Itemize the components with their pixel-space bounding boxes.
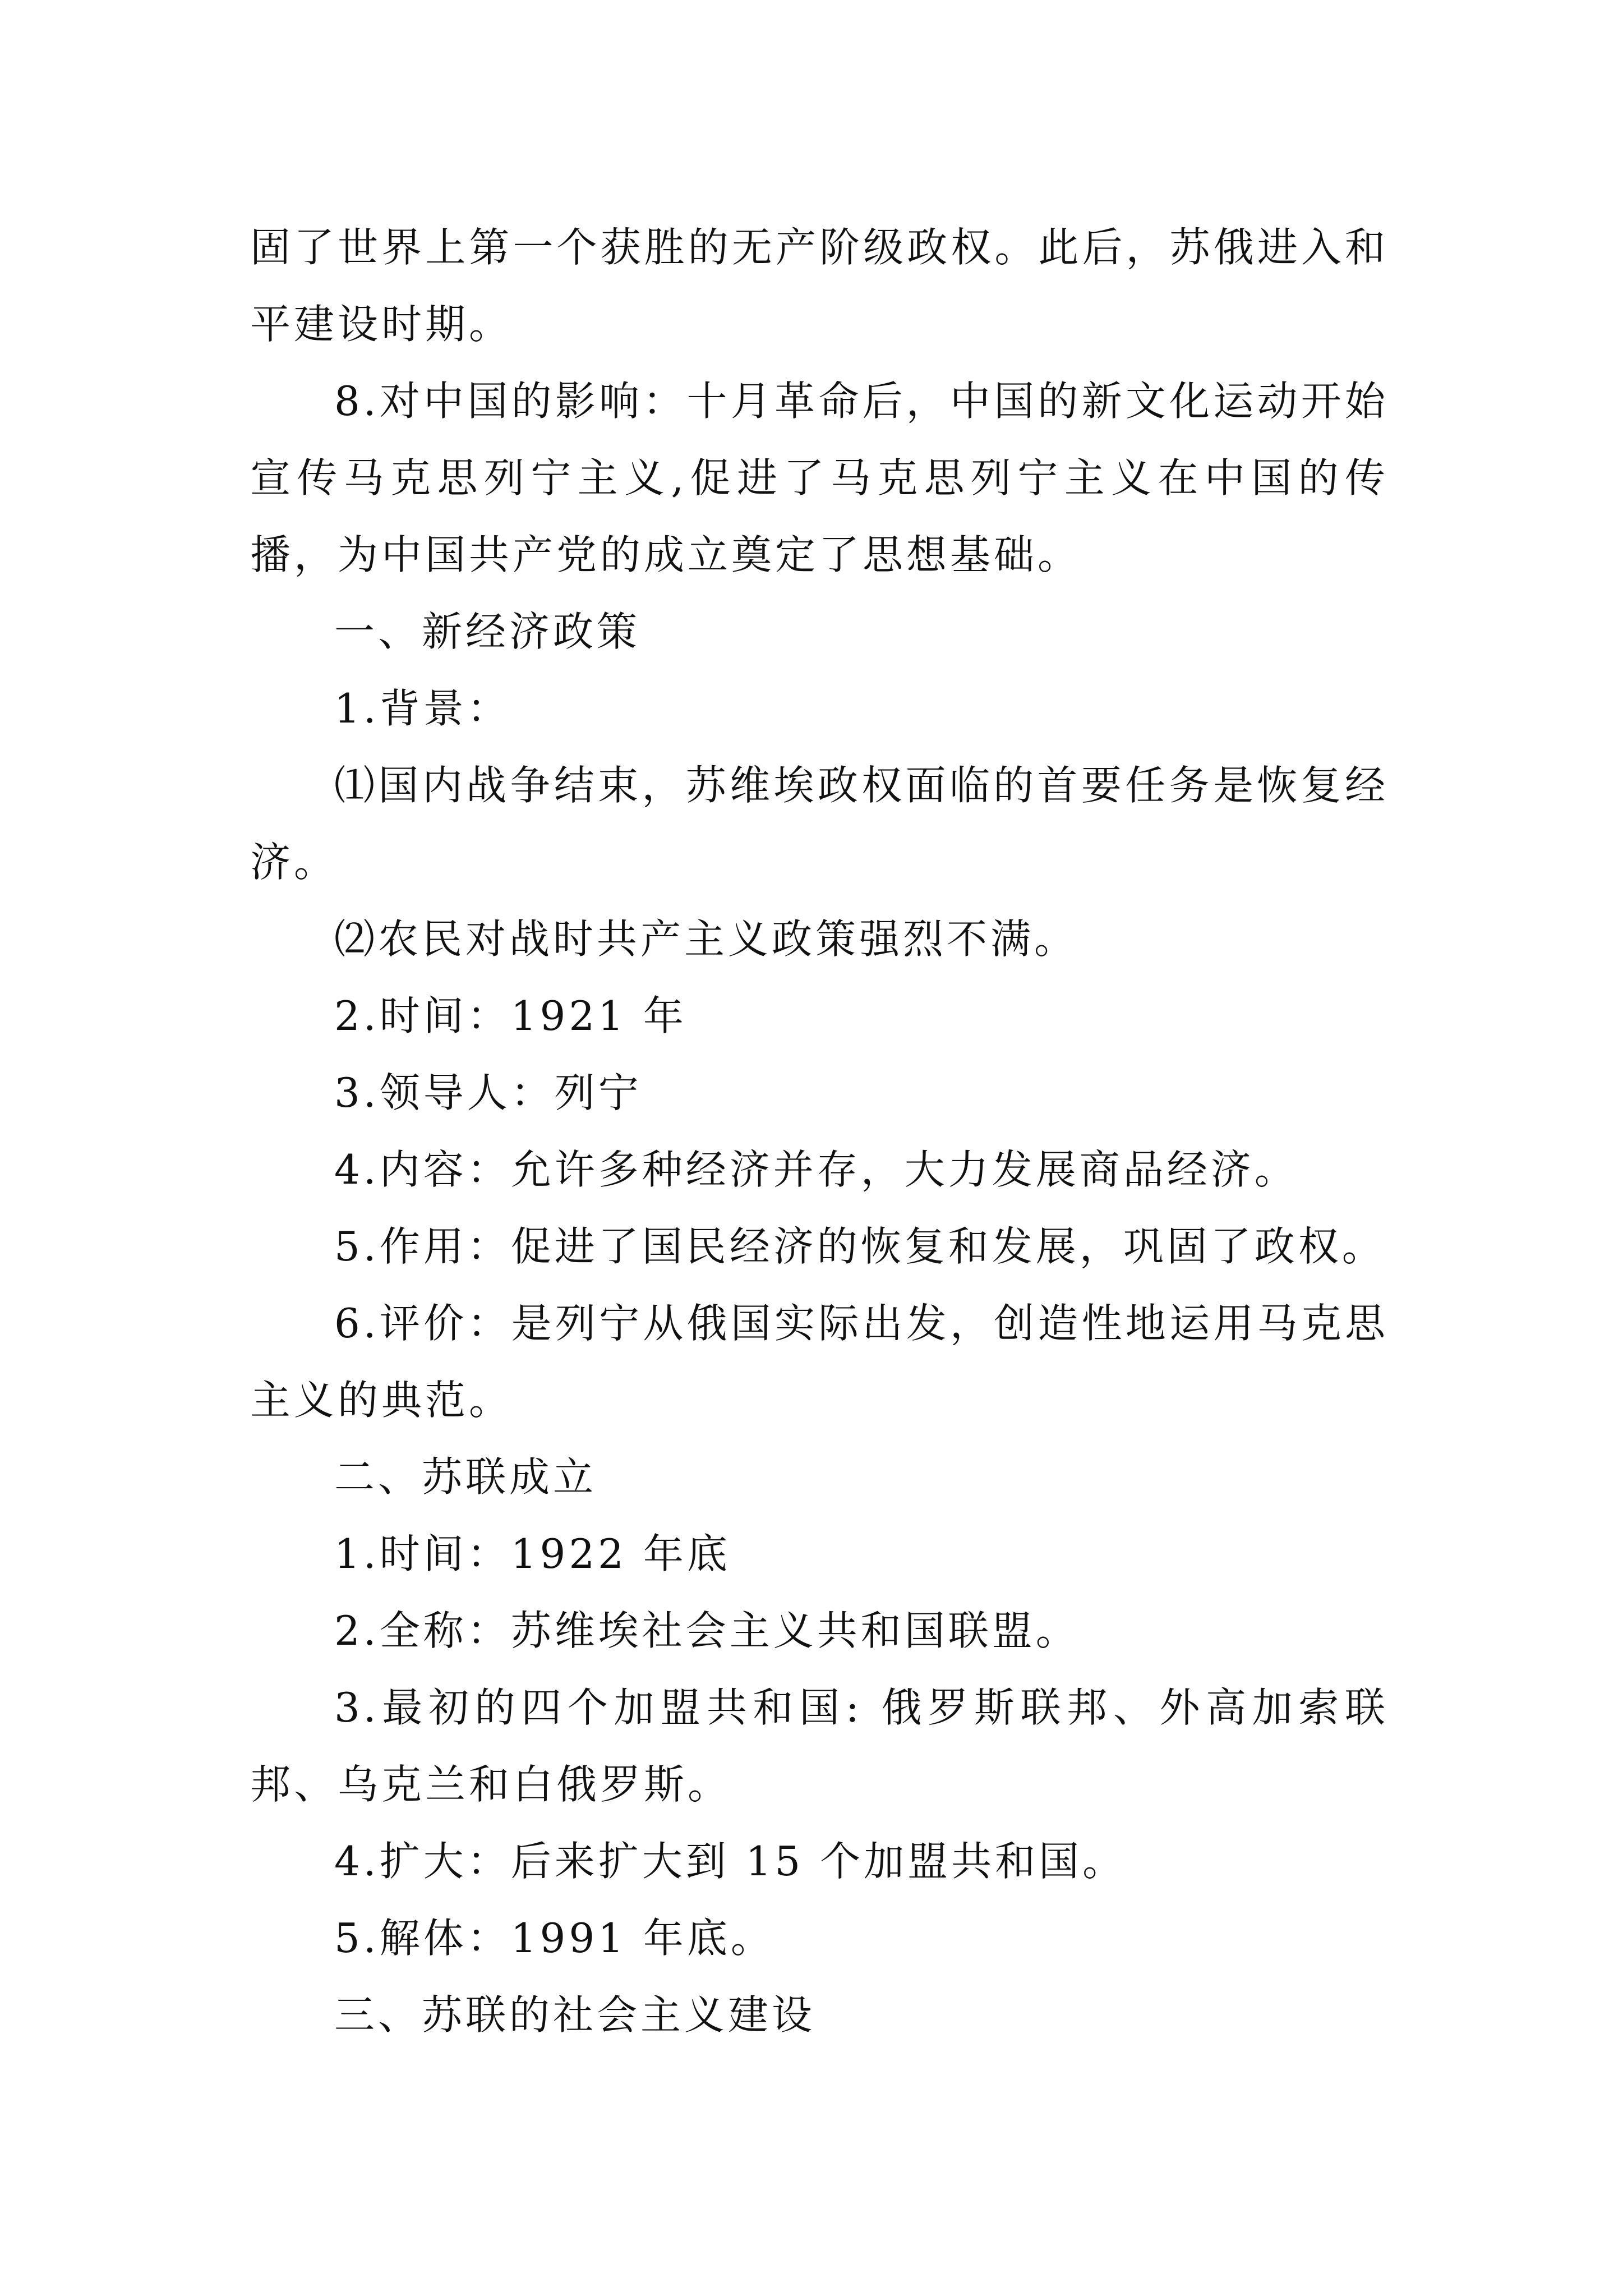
list-item-evaluation: 6.评价：是列宁从俄国实际出发，创造性地运用马克思主义的典范。 (250, 1300, 1389, 1424)
list-item-time: 2.时间：1921 年 (334, 992, 687, 1039)
list-subitem-1: ⑴国内战争结束，苏维埃政权面临的首要任务是恢复经济。 (250, 762, 1389, 886)
list-item-background: 1.背景： (334, 685, 511, 732)
section-heading-ussr-founding: 二、苏联成立 (334, 1453, 597, 1501)
paragraph-continuation: 固了世界上第一个获胜的无产阶级政权。此后，苏俄进入和平建设时期。 (250, 224, 1389, 348)
section-heading-nep: 一、新经济政策 (334, 608, 641, 655)
list-item-leader: 3.领导人：列宁 (334, 1069, 642, 1116)
list-item-content: 4.内容：允许多种经济并存，大力发展商品经济。 (334, 1146, 1298, 1193)
list-item-initial-republics: 3.最初的四个加盟共和国: 俄罗斯联邦、外高加索联邦、乌克兰和白俄罗斯。 (250, 1684, 1389, 1808)
list-item-full-name: 2.全称：苏维埃社会主义共和国联盟。 (334, 1607, 1080, 1654)
list-subitem-2: ⑵农民对战时共产主义政策强烈不满。 (334, 915, 1078, 963)
list-item-dissolution: 5.解体：1991 年底。 (334, 1915, 774, 1962)
list-item-expansion: 4.扩大：后来扩大到 15 个加盟共和国。 (334, 1838, 1127, 1885)
list-item-founding-time: 1.时间：1922 年底 (334, 1530, 731, 1577)
document-body (250, 209, 1389, 2054)
list-item-effect: 5.作用：促进了国民经济的恢复和发展，巩固了政权。 (334, 1223, 1386, 1270)
paragraph-influence-on-china: 8.对中国的影响：十月革命后，中国的新文化运动开始宣传马克思列宁主义,促进了马克思列宁主义在中国的传播，为中国共产党的成立奠定了思想基础。 (250, 378, 1389, 578)
section-heading-socialist-construction: 三、苏联的社会主义建设 (334, 1991, 816, 2039)
